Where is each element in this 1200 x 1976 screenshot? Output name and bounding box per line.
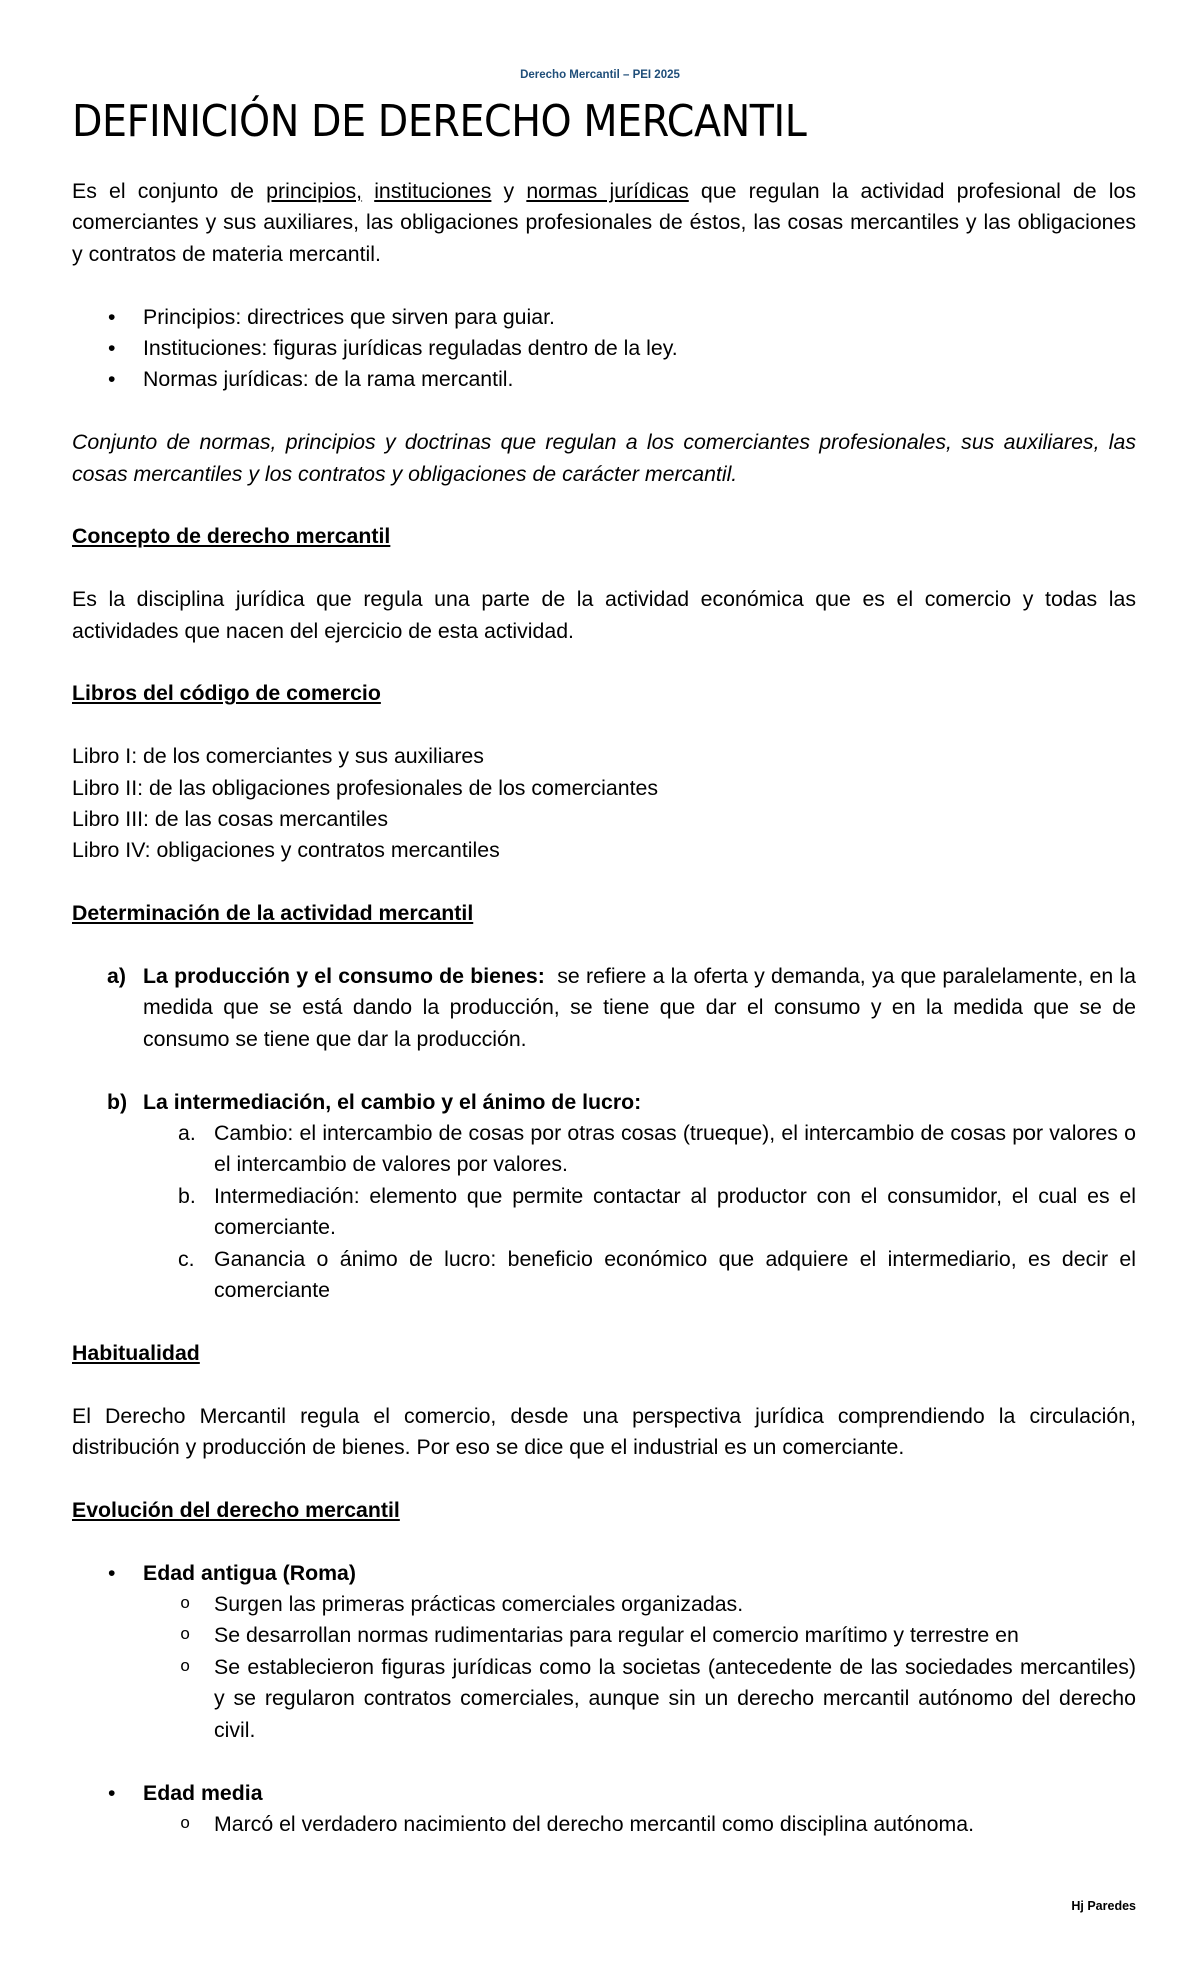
bullet-icon: • [108,1560,116,1585]
list-item: o Se desarrollan normas rudimentarias para regular el comercio marítimo y terrestre en [72,1620,1136,1651]
term-normas-juridicas: normas jurídicas [526,179,689,203]
bullet-icon: • [108,1780,116,1805]
era-edad-media: • Edad media [72,1778,1136,1809]
list-item: • Normas jurídicas: de la rama mercantil. [72,364,1136,395]
list-item: o Se establecieron figuras jurídicas como la societas (antecedente de las sociedades mercantiles) y se regularon contratos comerciales, aunque sin un derecho mercantil autónomo del derecho civil. [72,1652,1136,1746]
list-item: • Instituciones: figuras jurídicas reguladas dentro de la ley. [72,333,1136,364]
list-marker: a. [178,1121,196,1146]
bullet-icon: • [108,367,116,392]
item-title: La intermediación, el cambio y el ánimo de lucro: [143,1089,642,1114]
habitualidad-paragraph: El Derecho Mercantil regula el comercio, desde una perspectiva jurídica comprendiendo la circulación, distribución y producción de bienes. Por eso se dice que el industrial es un comerciante. [72,1403,1136,1460]
list-item: Libro II: de las obligaciones profesionales de los comerciantes [72,775,658,800]
section-heading-habitualidad: Habitualidad [72,1340,200,1365]
circle-bullet-icon: o [180,1626,191,1646]
list-item: Libro IV: obligaciones y contratos mercantiles [72,838,500,863]
list-item: o Surgen las primeras prácticas comerciales organizadas. [72,1589,1136,1620]
bullet-icon: • [108,336,116,361]
term-principios: principios, [266,179,363,203]
section-heading-determinacion: Determinación de la actividad mercantil [72,901,474,926]
intro-prefix: Es el conjunto de [72,179,267,203]
item-title: La producción y el consumo de bienes: [143,964,545,989]
sub-item-cambio: a. Cambio: el intercambio de cosas por otras cosas (trueque), el intercambio de cosas por valores o el intercambio de valores por valores. [72,1118,1136,1181]
section-heading-evolucion: Evolución del derecho mercantil [72,1497,400,1522]
list-item: Libro III: de las cosas mercantiles [72,807,389,832]
sub-item-ganancia: c. Ganancia o ánimo de lucro: beneficio económico que adquiere el intermediario, es decir el comerciante [72,1244,1136,1307]
list-marker: b) [107,1089,128,1114]
document-body [72,92,1142,1840]
section-heading-libros: Libros del código de comercio [72,681,381,706]
concepto-paragraph: Es la disciplina jurídica que regula una parte de la actividad económica que es el comercio y todas las actividades que nacen del ejercicio de esta actividad. [72,587,1136,643]
item-text: se refiere a la oferta y demanda, ya que paralelamente, en la medida que se está dando la producción, se tiene que dar el consumo y en la medida que se de consumo se tiene que dar la producción. [143,964,1142,1051]
circle-bullet-icon: o [180,1814,191,1834]
page-title: DEFINICIÓN DE DERECHO MERCANTIL [72,96,807,147]
circle-bullet-icon: o [180,1657,191,1677]
definition-bullet-list [72,302,1136,396]
page-footer-author: Hj Paredes [1071,1899,1136,1913]
circle-bullet-icon: o [180,1595,191,1615]
italic-definition: Conjunto de normas, principios y doctrinas que regulan a los comerciantes profesionales, sus auxiliares, las cosas mercantiles y los contratos y obligaciones de carácter mercantil. [72,430,1136,486]
list-marker: c. [178,1246,195,1271]
list-item: Libro I: de los comerciantes y sus auxiliares [72,744,484,769]
determinacion-item-b [72,1087,1136,1118]
list-item: • Principios: directrices que sirven para guiar. [72,302,1136,333]
determinacion-item-a [72,961,1142,1055]
section-heading-concepto: Concepto de derecho mercantil [72,524,391,549]
list-marker: b. [178,1183,196,1208]
libros-list [72,741,1136,867]
bullet-icon: • [108,304,116,329]
intro-paragraph: Es el conjunto de principios, instituciones y normas jurídicas que regulan la actividad profesional de los comerciantes y sus auxiliares, las obligaciones profesionales de éstos, las cosas mercantiles y las obligaciones y contratos de materia mercantil. [72,179,1137,266]
sub-item-intermediacion: b. Intermediación: elemento que permite contactar al productor con el consumidor, el cual es el comerciante. [72,1181,1136,1244]
list-marker: a) [107,964,126,989]
era-edad-antigua: • Edad antigua (Roma) [72,1558,1136,1589]
intro-suffix: que regulan la actividad profesional de los comerciantes y sus auxiliares, las obligaciones profesionales de éstos, las cosas mercantiles y las obligaciones y contratos de materia mercantil. [72,179,1137,266]
term-instituciones: instituciones [374,179,492,203]
page-header: Derecho Mercantil – PEI 2025 [520,69,680,81]
list-item: o Marcó el verdadero nacimiento del derecho mercantil como disciplina autónoma. [72,1809,1136,1840]
